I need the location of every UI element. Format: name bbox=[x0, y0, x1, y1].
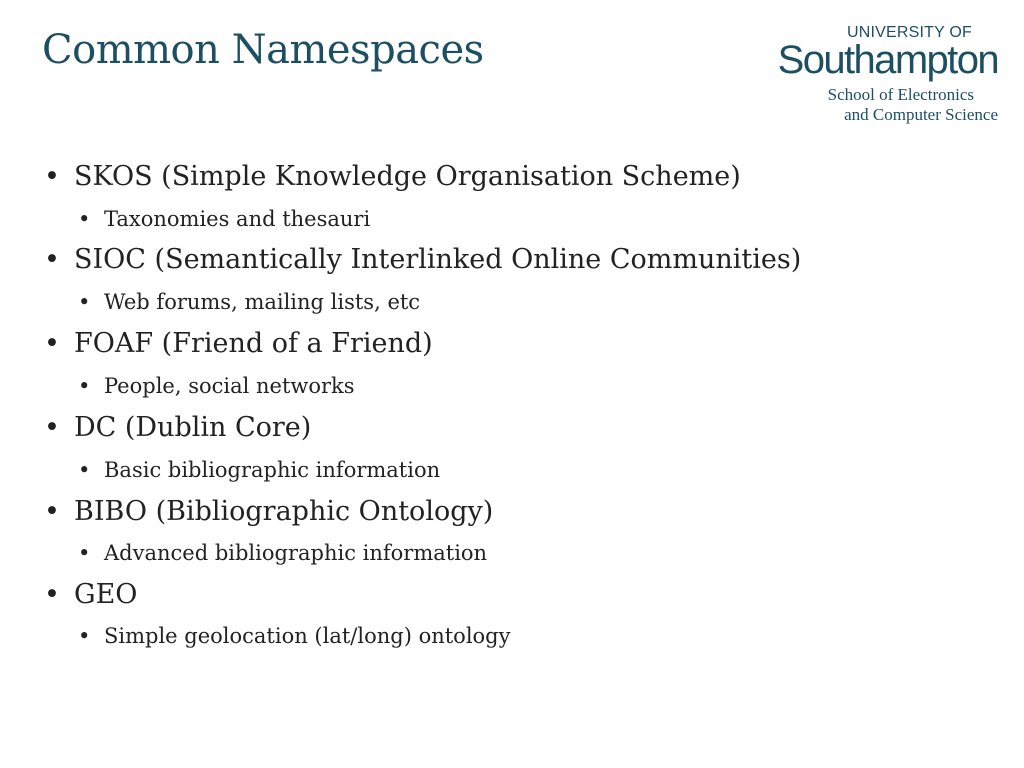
bullet-dot: • bbox=[78, 290, 91, 314]
sub-bullet-item bbox=[78, 456, 440, 484]
bullet-dot: • bbox=[44, 579, 60, 610]
sub-bullet-item bbox=[78, 539, 487, 567]
sub-bullet-item bbox=[78, 288, 420, 316]
bullet-dot: • bbox=[44, 244, 60, 275]
bullet-dot: • bbox=[78, 541, 91, 565]
logo-name: Southampton bbox=[777, 38, 998, 82]
bullet-item bbox=[44, 327, 433, 361]
sub-bullet-text: Advanced bibliographic information bbox=[104, 541, 488, 565]
sub-bullet-text: Taxonomies and thesauri bbox=[104, 207, 371, 231]
bullet-dot: • bbox=[44, 161, 60, 192]
slide-title: Common Namespaces bbox=[42, 27, 484, 73]
bullet-text: SKOS (Simple Knowledge Organisation Scheme) bbox=[74, 161, 741, 192]
bullet-text: FOAF (Friend of a Friend) bbox=[74, 328, 433, 359]
sub-bullet-text: Simple geolocation (lat/long) ontology bbox=[104, 624, 511, 648]
bullet-dot: • bbox=[78, 374, 91, 398]
sub-bullet-text: Basic bibliographic information bbox=[104, 458, 441, 482]
sub-bullet-item bbox=[78, 205, 370, 233]
bullet-text: GEO bbox=[74, 579, 138, 610]
logo-university-line: UNIVERSITY OF bbox=[847, 24, 972, 41]
bullet-dot: • bbox=[44, 496, 60, 527]
bullet-item bbox=[44, 578, 137, 612]
bullet-dot: • bbox=[78, 624, 91, 648]
bullet-item bbox=[44, 243, 801, 277]
bullet-dot: • bbox=[78, 458, 91, 482]
bullet-dot: • bbox=[44, 328, 60, 359]
bullet-dot: • bbox=[44, 412, 60, 443]
logo-department-line: and Computer Science bbox=[844, 105, 998, 124]
bullet-text: DC (Dublin Core) bbox=[74, 412, 312, 443]
bullet-dot: • bbox=[78, 207, 91, 231]
bullet-item bbox=[44, 411, 311, 445]
logo-school-line: School of Electronics bbox=[827, 85, 974, 104]
sub-bullet-item bbox=[78, 372, 355, 400]
sub-bullet-text: People, social networks bbox=[104, 374, 355, 398]
bullet-text: SIOC (Semantically Interlinked Online Communities) bbox=[74, 244, 802, 275]
sub-bullet-text: Web forums, mailing lists, etc bbox=[104, 290, 421, 314]
bullet-item bbox=[44, 495, 493, 529]
bullet-item bbox=[44, 160, 741, 194]
bullet-text: BIBO (Bibliographic Ontology) bbox=[74, 496, 494, 527]
sub-bullet-item bbox=[78, 622, 511, 650]
